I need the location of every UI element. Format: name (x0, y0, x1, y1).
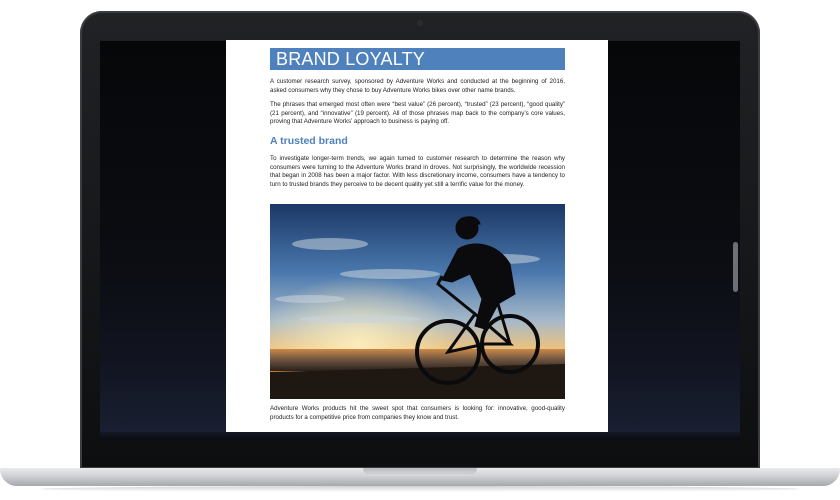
section-heading: A trusted brand (270, 135, 348, 147)
scrollbar-thumb[interactable] (733, 242, 738, 292)
paragraph-trends: To investigate longer-term trends, we again turned to customer research to determine the reason why consumers were turning to the Adventure Works brand in droves. Not surprisingly, the worldwide recession that began in 2008 has been a major factor. With less discretionary income, consumers have a tendency to turn to trusted brands they perceive to be decent quality yet still a terrific value for the money. (270, 155, 565, 188)
document-page (226, 40, 608, 432)
base-shadow (40, 486, 800, 492)
cyclist-sunset-silhouette-icon (270, 204, 565, 399)
title-banner (270, 48, 565, 70)
paragraph-intro: A customer research survey, sponsored by Adventure Works and conducted at the beginning of 2016, asked consumers why they chose to buy Adventure Works bikes over other name brands. (270, 78, 565, 94)
laptop-screen (100, 40, 740, 440)
document-title: BRAND LOYALTY (276, 49, 425, 69)
cyclist-photo (270, 204, 565, 399)
lid-opening-notch (363, 468, 477, 476)
paragraph-phrases: The phrases that emerged most often were “best value” (26 percent), “trusted” (23 percent), “good quality” (21 percent), and “innovative” (19 percent). All of those phrases map back to the company’s core values, proving that Adventure Works’ approach to business is paying off. (270, 101, 565, 126)
paragraph-sweet-spot: Adventure Works products hit the sweet spot that consumers is looking for: innovative, good-quality products for a competitive price from companies they know and trust. (270, 405, 565, 421)
screen-bottom-edge (100, 432, 740, 440)
webcam-icon (417, 20, 423, 26)
